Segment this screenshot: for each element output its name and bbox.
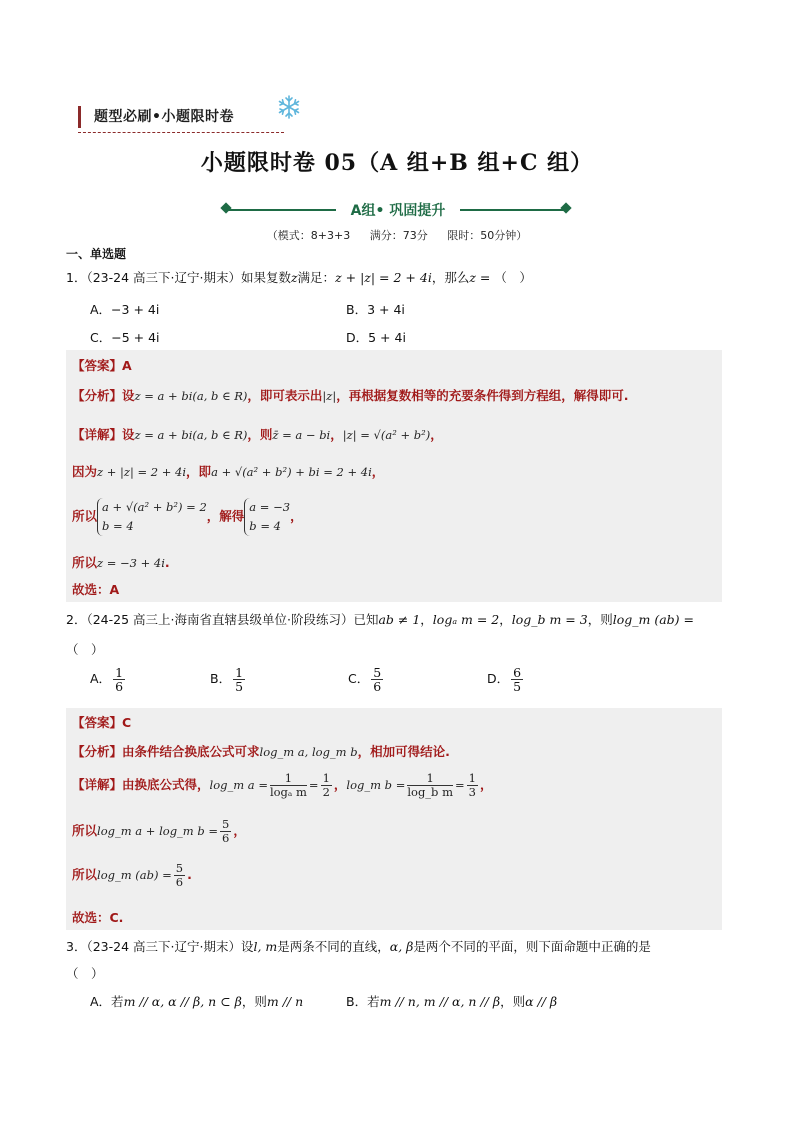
exam-meta: [0, 227, 794, 243]
exam-score: 满分：73分: [369, 229, 428, 242]
section-heading: 一、单选题: [66, 247, 127, 261]
q2-option-a[interactable]: A． $\frac{1}{6}$: [90, 665, 124, 694]
question-3-stem: 3．（23-24 高三下·辽宁·期末）设l, m是两条不同的直线，α, β是两个不同的平面，则下面命题中正确的是: [66, 939, 651, 954]
exam-mode: （模式：8+3+3: [266, 229, 351, 242]
q1-detail-line-2: 因为z + |z| = 2 + 4i，即a + √(a² + b²) + bi = 2 + 4i，: [72, 464, 385, 479]
q2-option-c[interactable]: C． $\frac{5}{6}$: [348, 665, 382, 694]
page-title: 小题限时卷 05（A 组+B 组+C 组）: [200, 150, 594, 176]
q2-detail-line-3: 所以log_m (ab) = $\frac{5}{6}$ .: [72, 861, 192, 889]
q1-option-a[interactable]: A．−3 + 4i: [90, 302, 160, 317]
q1-stem-b: 满足：: [297, 270, 336, 285]
q1-option-c[interactable]: C．−5 + 4i: [90, 330, 160, 345]
tag-bar: [78, 106, 81, 128]
exam-time: 限时：50分钟）: [447, 229, 528, 242]
question-1-stem: 1．（23-24 高三下·辽宁·期末）如果复数z满足：z + |z| = 2 + 4i，那么z = （ ）: [66, 270, 532, 285]
q1-detail-line-3: 所以 a + √(a² + b²) = 2 b = 4 ，解得 a = −3 b = 4 ，: [72, 498, 303, 536]
group-heading: [220, 200, 576, 220]
q3-option-a[interactable]: A．若m // α, α // β, n ⊂ β，则m // n: [90, 994, 304, 1009]
q1-eq: z + |z| = 2 + 4i: [335, 270, 432, 285]
q1-detail-line-4: 所以z = −3 + 4i.: [72, 555, 170, 570]
q2-paren: （ ）: [66, 642, 104, 657]
q2-detail: 【详解】由换底公式得，log_m a = $\frac{1}{\text{logₐ m}}$ = $\frac{1}{2}$ ，log_m b = $\frac{1}{\text{log\_b m}}$ = $\frac{1}{3}$ ，: [72, 771, 493, 799]
q1-stem-a: 1．（23-24 高三下·辽宁·期末）如果复数: [66, 270, 291, 285]
series-tag-label: 题型必刷•小题限时卷: [94, 109, 234, 125]
q1-option-d[interactable]: D．5 + 4i: [346, 330, 406, 345]
q2-answer: 【答案】C: [72, 715, 132, 730]
q1-analysis: 【分析】设z = a + bi(a, b ∈ R)，即可表示出|z|，再根据复数相等的充要条件得到方程组，解得即可.: [72, 388, 629, 403]
snowflake-icon: [276, 94, 302, 120]
q2-analysis: 【分析】由条件结合换底公式可求log_m a, log_m b，相加可得结论.: [72, 744, 450, 759]
q1-option-b[interactable]: B．3 + 4i: [346, 302, 405, 317]
q2-option-b[interactable]: B． $\frac{1}{5}$: [210, 665, 244, 694]
heading-rule-right: [460, 209, 566, 211]
group-label: A组• 巩固提升: [350, 203, 446, 219]
q1-pick: 故选：A: [72, 582, 120, 597]
series-tag: [78, 104, 288, 130]
q3-option-b[interactable]: B．若m // n, m // α, n // β，则α // β: [346, 994, 558, 1009]
q2-option-d[interactable]: D． $\frac{6}{5}$: [487, 665, 522, 694]
question-2-stem: 2．（24-25 高三上·海南省直辖县级单位·阶段练习）已知ab ≠ 1，logₐ m = 2，log_b m = 3，则log_m (ab) =: [66, 612, 694, 627]
q1-answer: 【答案】A: [72, 358, 132, 373]
q1-detail: 【详解】设z = a + bi(a, b ∈ R)，则z̄ = a − bi，|z| = √(a² + b²)，: [72, 427, 443, 442]
q2-pick: 故选：C.: [72, 910, 124, 925]
tag-dashed-underline: [78, 132, 284, 133]
q3-paren: （ ）: [66, 966, 104, 981]
q2-detail-line-2: 所以log_m a + log_m b = $\frac{5}{6}$ ，: [72, 817, 246, 845]
